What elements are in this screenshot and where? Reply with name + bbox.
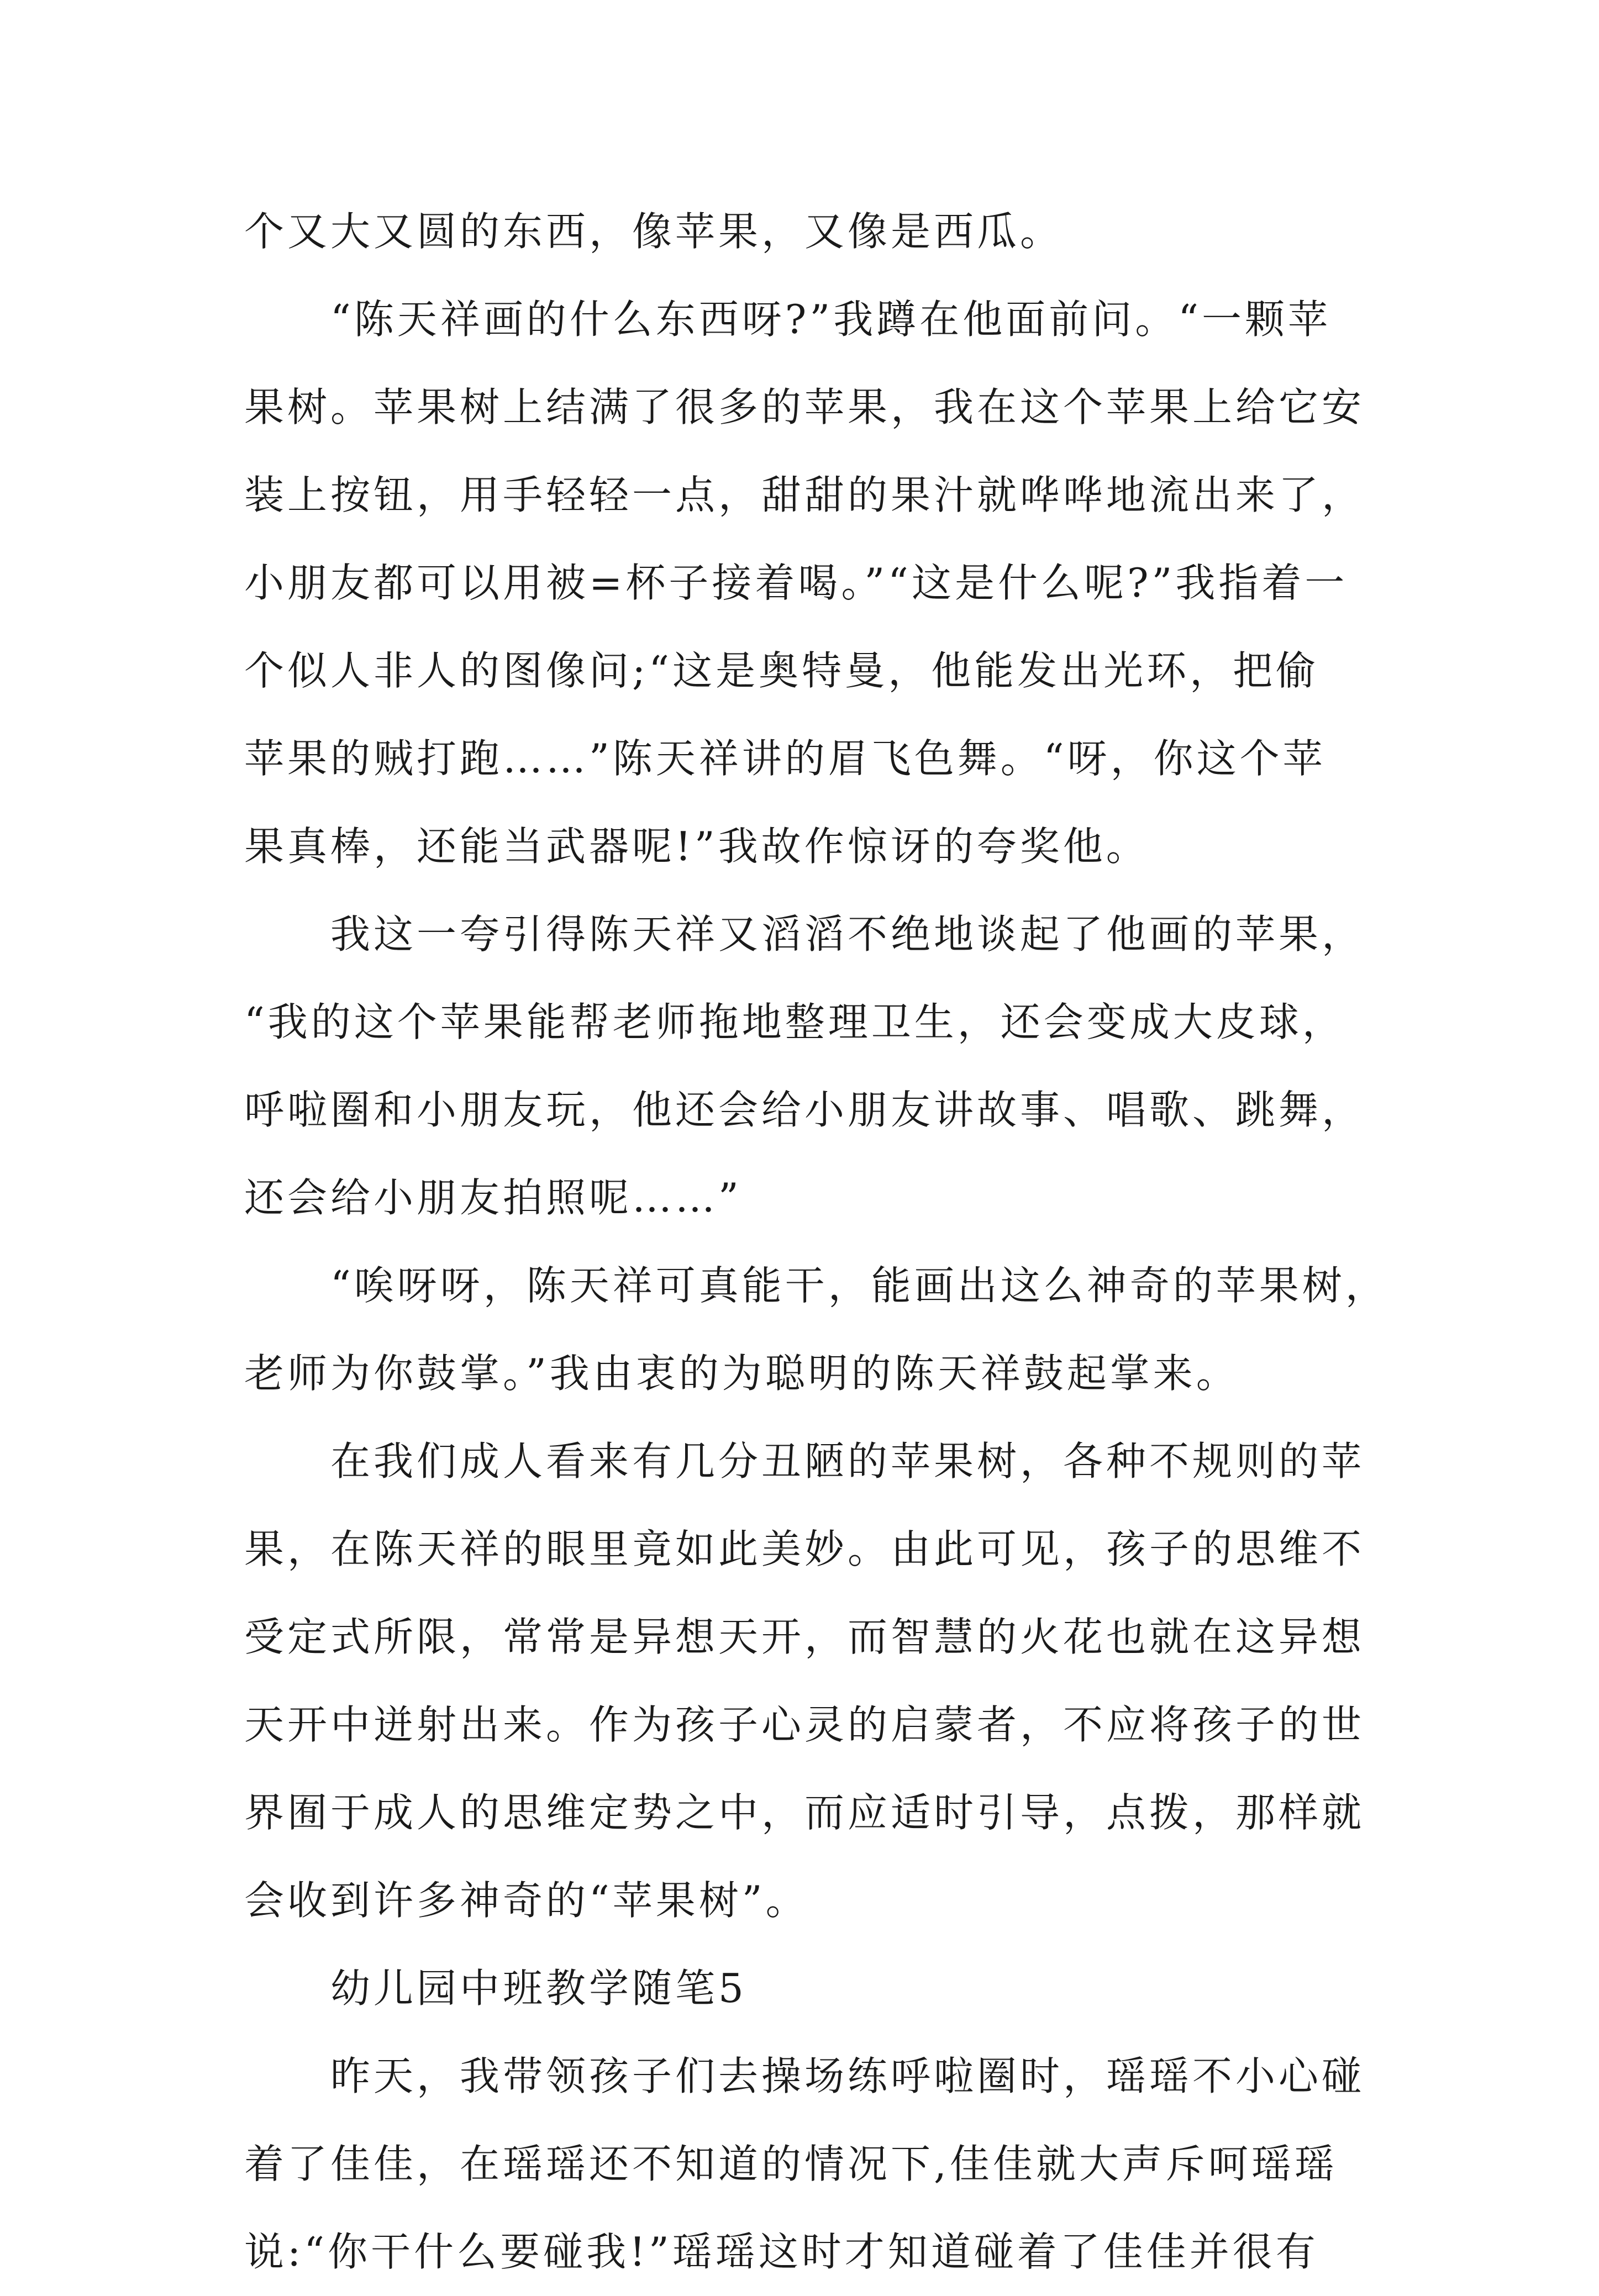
text-line: 在我们成人看来有几分丑陋的苹果树，各种不规则的苹 (330, 1438, 1365, 1484)
text-line: 苹果的贼打跑……”陈天祥讲的眉飞色舞。“呀，你这个苹 (244, 735, 1326, 782)
text-line: 说:“你干什么要碰我!”瑶瑶这时才知道碰着了佳佳并很有 (244, 2229, 1319, 2275)
text-line: 小朋友都可以用被=杯子接着喝。”“这是什么呢?”我指着一 (244, 560, 1348, 606)
text-line: 个似人非人的图像问;“这是奥特曼，他能发出光环，把偷 (244, 647, 1319, 694)
text-line: “我的这个苹果能帮老师拖地整理卫生，还会变成大皮球， (244, 999, 1345, 1045)
text-line: 受定式所限，常常是异想天开，而智慧的火花也就在这异想 (244, 1614, 1365, 1660)
body-text (244, 188, 1388, 2296)
text-line: 会收到许多神奇的“苹果树”。 (244, 1877, 809, 1924)
text-line: 老师为你鼓掌。”我由衷的为聪明的陈天祥鼓起掌来。 (244, 1350, 1239, 1397)
text-line: 果真棒，还能当武器呢!”我故作惊讶的夸奖他。 (244, 823, 1149, 870)
text-line: 天开中迸射出来。作为孩子心灵的启蒙者，不应将孩子的世 (244, 1702, 1365, 1748)
text-line: 着了佳佳，在瑶瑶还不知道的情况下,佳佳就大声斥呵瑶瑶 (244, 2141, 1338, 2187)
text-line: 还会给小朋友拍照呢……” (244, 1175, 742, 1221)
text-line: 我这一夸引得陈天祥又滔滔不绝地谈起了他画的苹果， (330, 911, 1365, 957)
text-line: 果，在陈天祥的眼里竟如此美妙。由此可见，孩子的思维不 (244, 1526, 1365, 1572)
text-line: 个又大又圆的东西，像苹果，又像是西瓜。 (244, 208, 1064, 255)
section-heading: 幼儿园中班教学随笔5 (330, 1965, 747, 2011)
text-line: “陈天祥画的什么东西呀?”我蹲在他面前问。“一颗苹 (330, 296, 1332, 343)
text-line: 果树。苹果树上结满了很多的苹果，我在这个苹果上给它安 (244, 384, 1365, 430)
text-line: 呼啦圈和小朋友玩，他还会给小朋友讲故事、唱歌、跳舞， (244, 1087, 1365, 1133)
text-line: 界囿于成人的思维定势之中，而应适时引导，点拨，那样就 (244, 1789, 1365, 1836)
text-line: 昨天，我带领孩子们去操场练呼啦圈时，瑶瑶不小心碰 (330, 2053, 1365, 2099)
text-line: “唉呀呀，陈天祥可真能干，能画出这么神奇的苹果树， (330, 1262, 1388, 1309)
text-line: 装上按钮，用手轻轻一点，甜甜的果汁就哗哗地流出来了， (244, 472, 1365, 518)
